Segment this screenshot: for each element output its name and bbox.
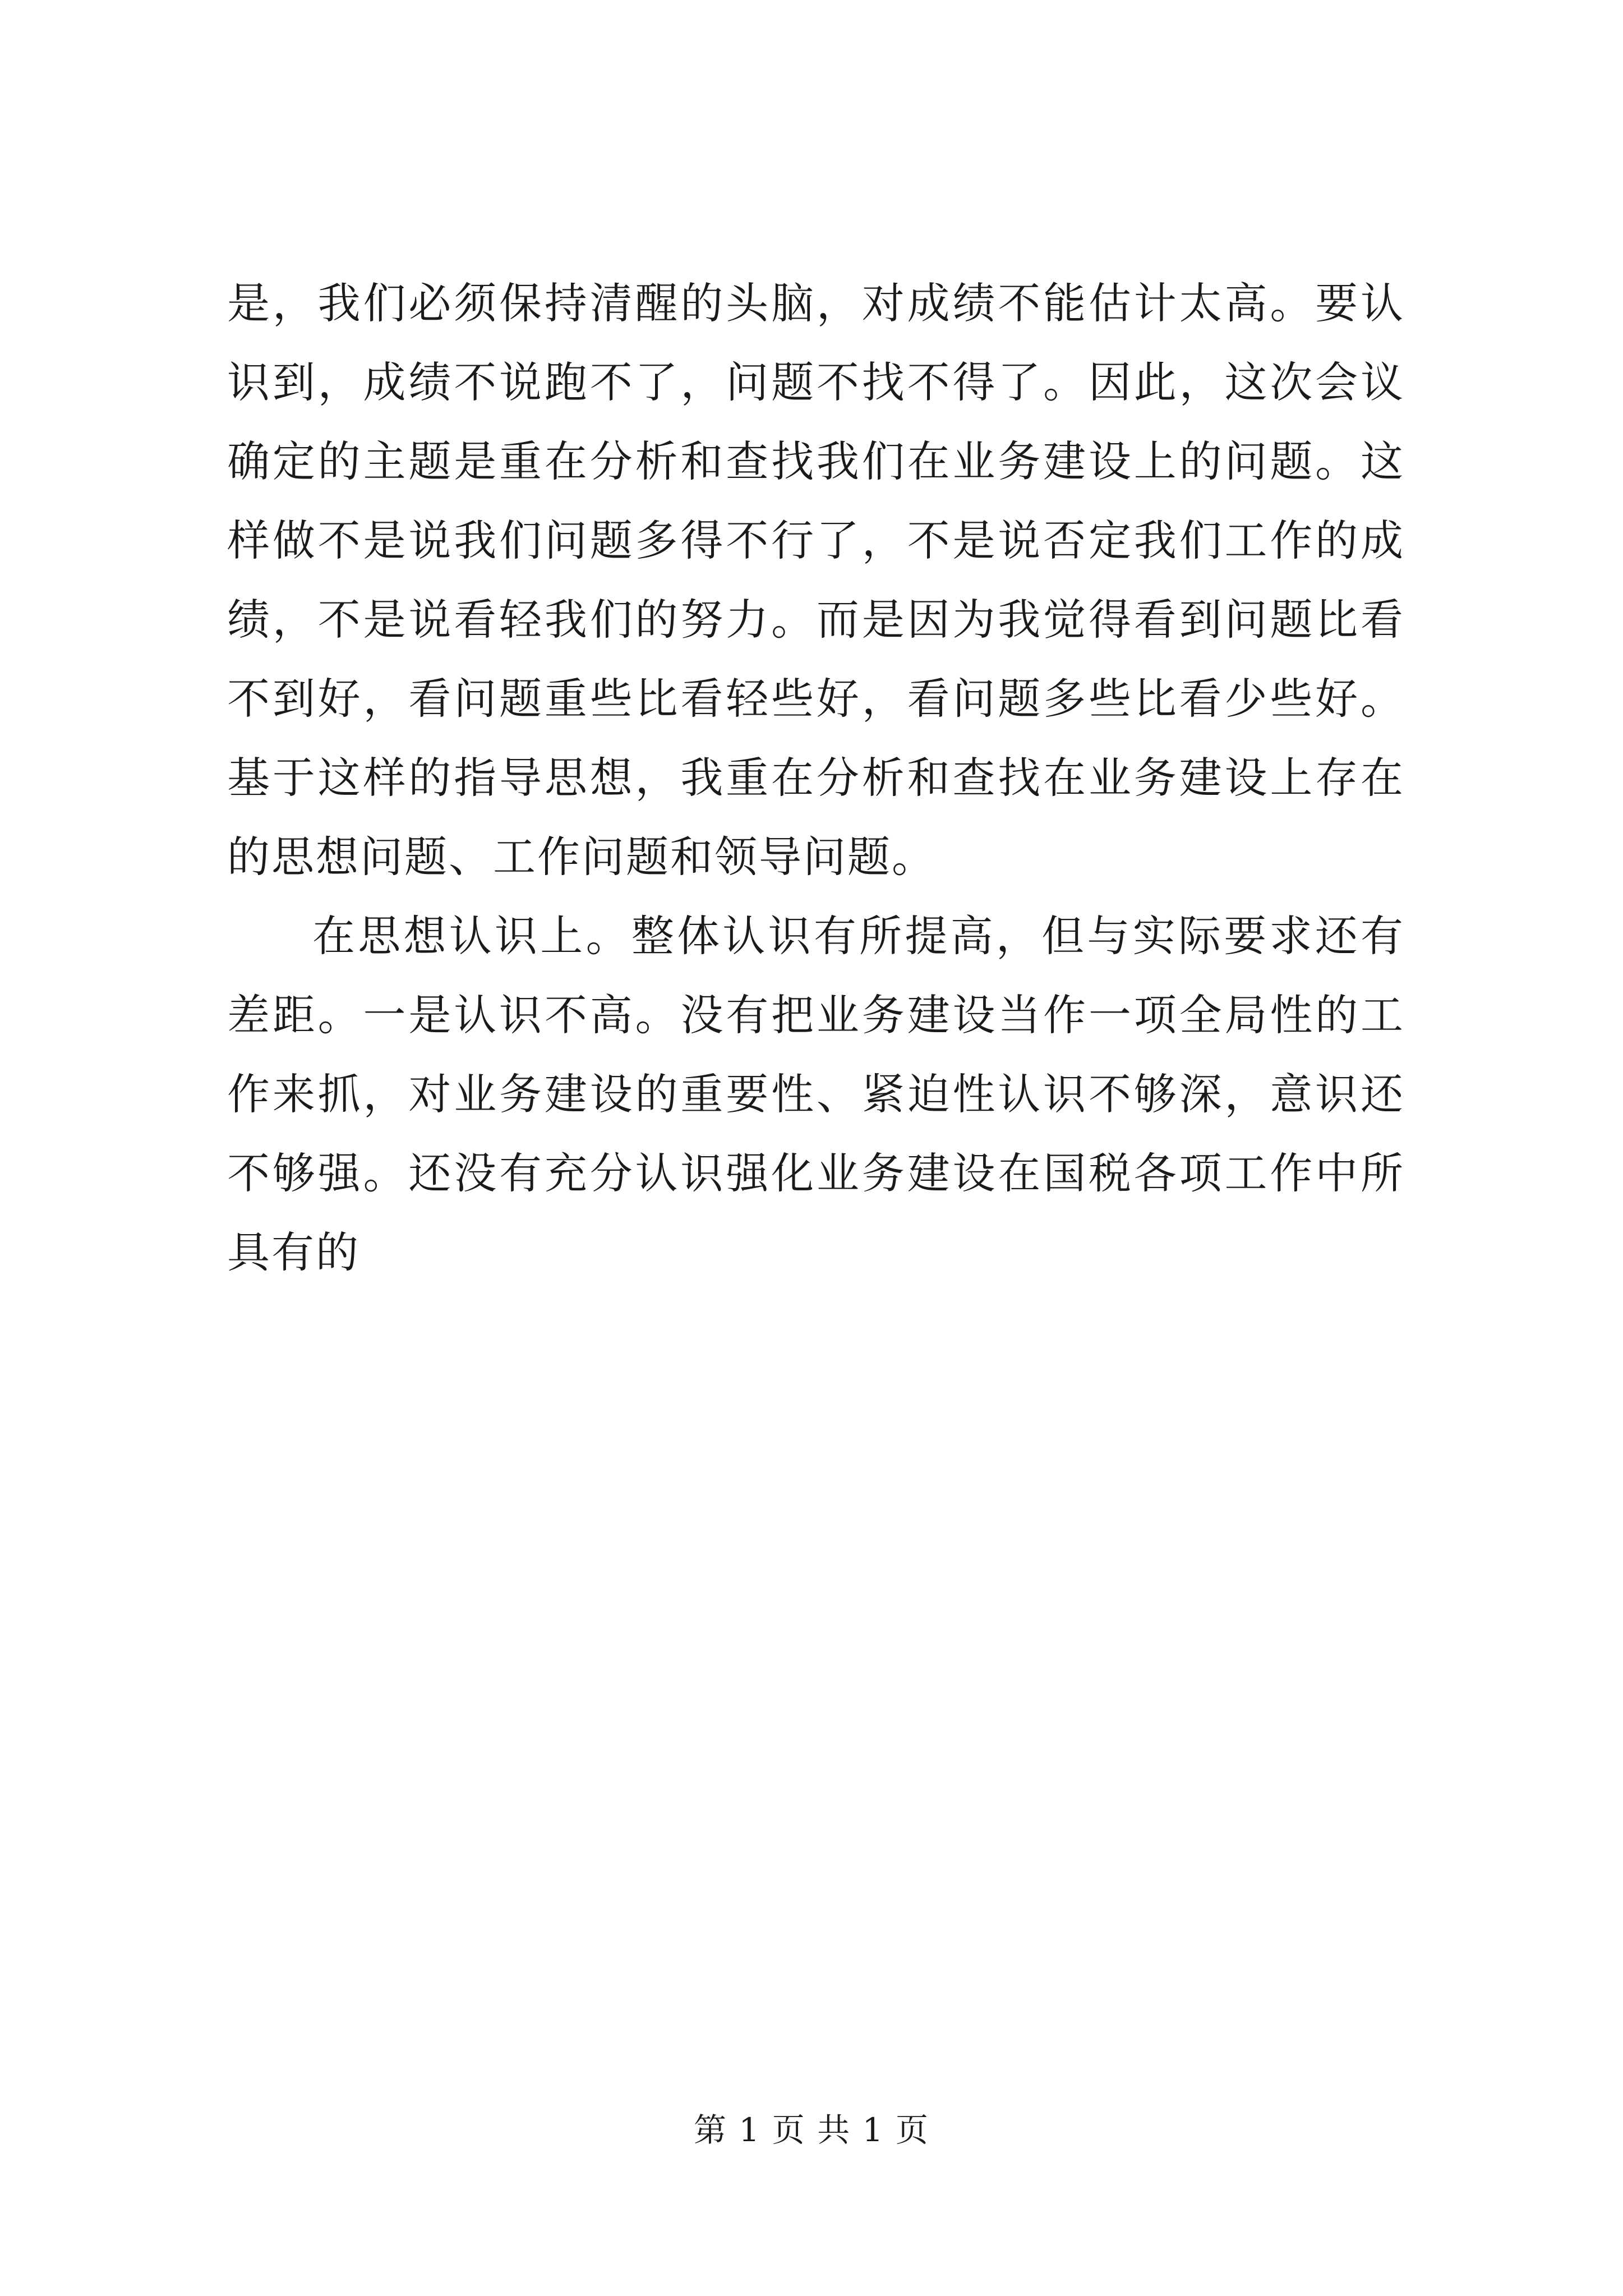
page-footer: 第 1 页 共 1 页 bbox=[694, 2111, 929, 2149]
paragraph-2: 在思想认识上。整体认识有所提高，但与实际要求还有差距。一是认识不高。没有把业务建设当作一项全局性的工作来抓，对业务建设的重要性、紧迫性认识不够深，意识还不够强。还没有充分认识强化业务建设在国税各项工作中所具有的 bbox=[227, 911, 1405, 1277]
paragraph-1: 是，我们必须保持清醒的头脑，对成绩不能估计太高。要认识到，成绩不说跑不了，问题不找不得了。因此，这次会议确定的主题是重在分析和查找我们在业务建设上的问题。这样做不是说我们问题多得不行了，不是说否定我们工作的成绩，不是说看轻我们的努力。而是因为我觉得看到问题比看不到好，看问题重些比看轻些好，看问题多些比看少些好。基于这样的指导思想，我重在分析和查找在业务建设上存在的思想问题、工作问题和领导问题。 bbox=[227, 278, 1405, 882]
document-body bbox=[227, 264, 1405, 1292]
